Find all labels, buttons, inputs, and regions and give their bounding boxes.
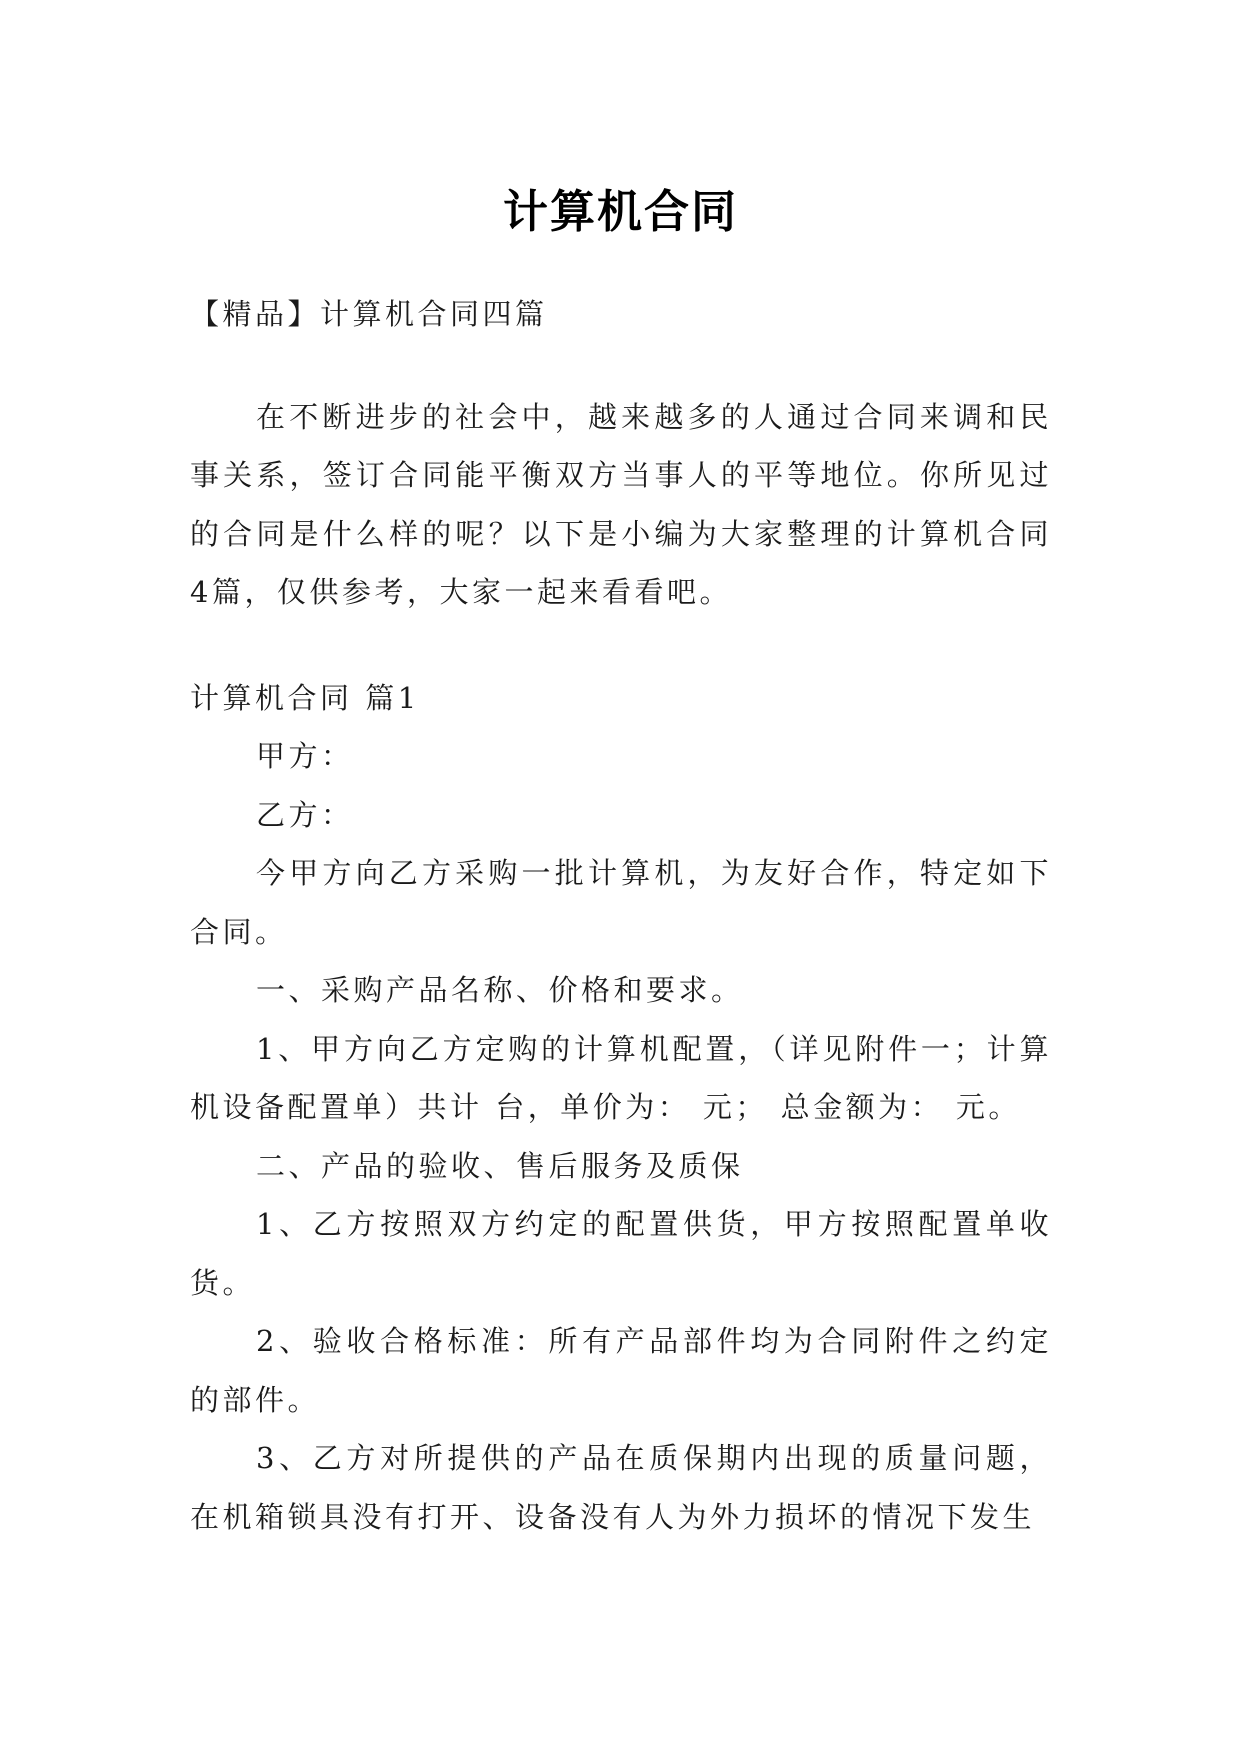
clause-heading: 一、采购产品名称、价格和要求。 (256, 973, 744, 1007)
document-body (190, 285, 1052, 1546)
body-paragraph: 1、甲方向乙方定购的计算机配置，（详见附件一；计算机设备配置单）共计 台，单价为： 元； 总金额为： 元。 (190, 1031, 1052, 1124)
party-a-label: 甲方： (256, 739, 354, 773)
party-b-label: 乙方： (256, 797, 354, 832)
section-heading: 计算机合同 篇1 (190, 680, 420, 715)
body-paragraph: 今甲方向乙方采购一批计算机，为友好合作，特定如下合同。 (190, 856, 1052, 949)
document-subtitle: 【精品】计算机合同四篇 (190, 297, 548, 331)
clause-heading: 二、产品的验收、售后服务及质保 (256, 1148, 744, 1183)
body-paragraph: 1、乙方按照双方约定的配置供货，甲方按照配置单收货。 (190, 1207, 1052, 1300)
document-title: 计算机合同 (502, 185, 738, 239)
body-paragraph: 2、验收合格标准：所有产品部件均为合同附件之约定的部件。 (190, 1324, 1052, 1417)
body-paragraph: 3、乙方对所提供的产品在质保期内出现的质量问题，在机箱锁具没有打开、设备没有人为外力损坏的情况下发生 (190, 1441, 1052, 1534)
intro-paragraph: 在不断进步的社会中，越来越多的人通过合同来调和民事关系，签订合同能平衡双方当事人的平等地位。你所见过的合同是什么样的呢？以下是小编为大家整理的计算机合同4篇，仅供参考，大家一起来看看吧。 (190, 399, 1052, 609)
